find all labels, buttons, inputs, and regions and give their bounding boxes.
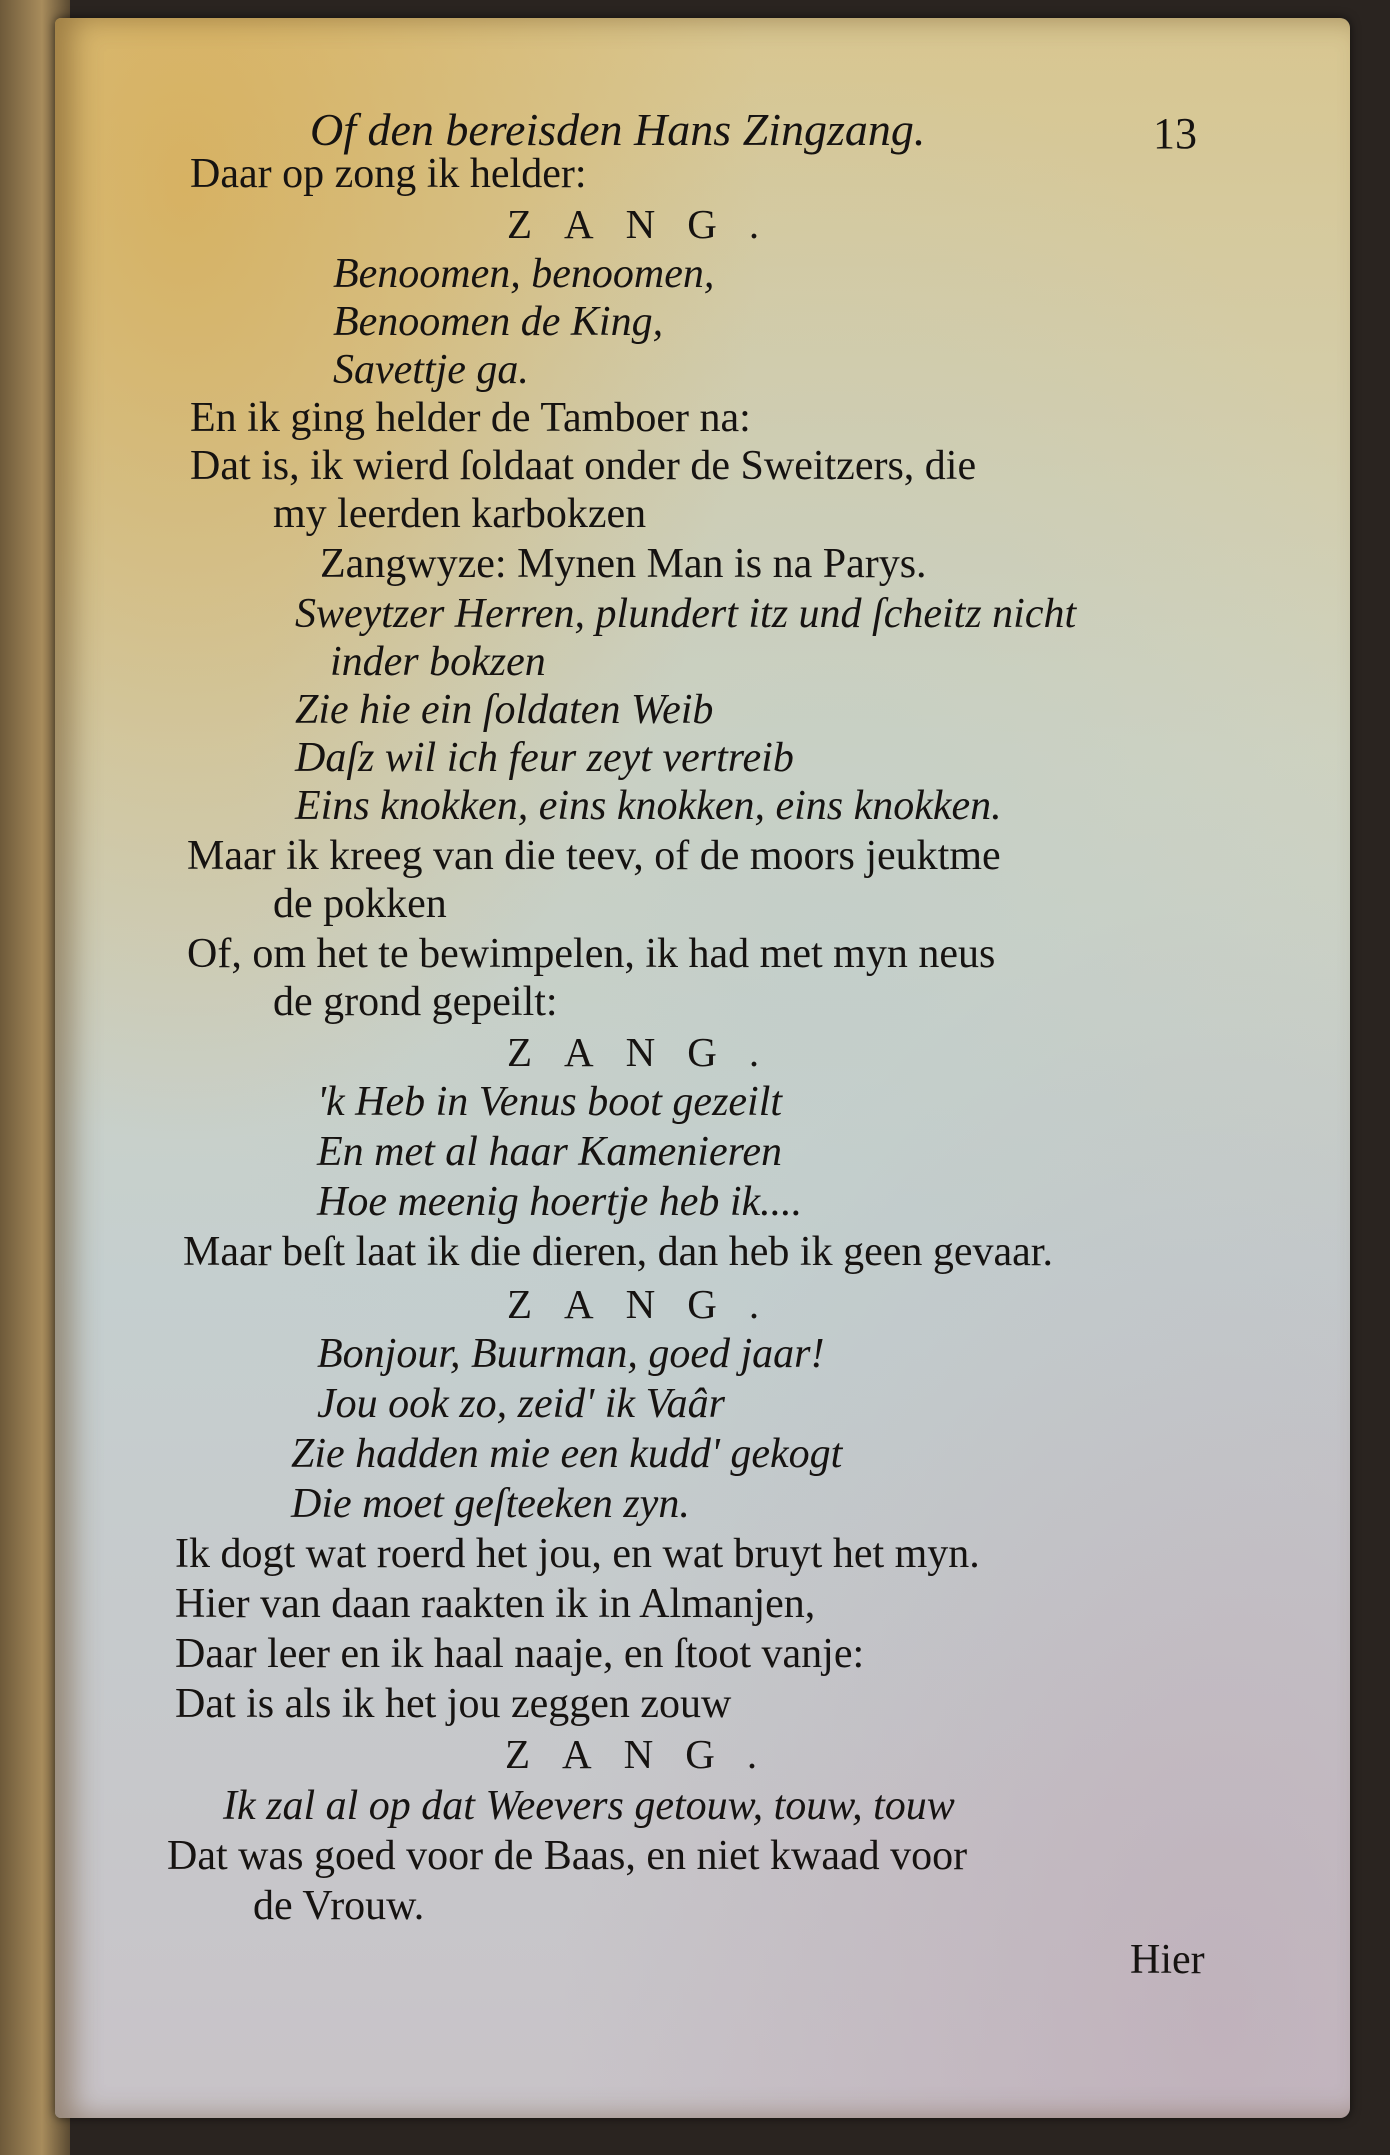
catchword: Hier	[1130, 1937, 1205, 1983]
verse-line: Hoe meenig hoertje heb ik....	[317, 1179, 803, 1225]
text-line: Dat is als ik het jou zeggen zouw	[175, 1681, 732, 1727]
verse-line: Savettje ga.	[333, 347, 529, 393]
text-line: Maar beſt laat ik die dieren, dan heb ik geen gevaar.	[183, 1229, 1053, 1275]
text-line: Ik dogt wat roerd het jou, en wat bruyt het myn.	[175, 1531, 980, 1577]
tune-indication: Zangwyze: Mynen Man is na Parys.	[320, 541, 927, 587]
text-line: Of, om het te bewimpelen, ik had met myn neus	[187, 931, 996, 977]
page-number: 13	[1153, 109, 1197, 158]
verse-line: Zie hadden mie een kudd' gekogt	[291, 1431, 843, 1477]
text-line: de Vrouw.	[253, 1883, 425, 1929]
verse-line: Eins knokken, eins knokken, eins knokken.	[295, 783, 1002, 829]
text-line: de grond gepeilt:	[273, 979, 558, 1025]
song-heading: ZANG.	[507, 1029, 792, 1075]
verse-line: Benoomen, benoomen,	[333, 251, 715, 297]
verse-line: Bonjour, Buurman, goed jaar!	[317, 1331, 825, 1377]
text-line: de pokken	[273, 881, 447, 927]
verse-line: Sweytzer Herren, plundert itz und ſcheitz nicht	[295, 591, 1077, 637]
text-line: my leerden karbokzen	[273, 491, 647, 537]
text-line: Maar ik kreeg van die teev, of de moors jeuktme	[187, 833, 1001, 879]
text-line: En ik ging helder de Tamboer na:	[190, 395, 751, 441]
running-head-title: Of den bereisden Hans Zingzang.	[310, 104, 926, 155]
book-page	[55, 18, 1350, 2118]
song-heading: ZANG.	[507, 1281, 792, 1327]
text-line: Dat is, ik wierd ſoldaat onder de Sweitzers, die	[190, 443, 977, 489]
text-line: Dat was goed voor de Baas, en niet kwaad voor	[167, 1833, 968, 1879]
verse-line: Die moet geſteeken zyn.	[291, 1481, 690, 1527]
text-line: Hier van daan raakten ik in Almanjen,	[175, 1581, 816, 1627]
verse-line: Jou ook zo, zeid' ik Vaâr	[317, 1381, 725, 1427]
song-heading: ZANG.	[505, 1731, 790, 1777]
text-line: Daar leer en ik haal naaje, en ſtoot vanje:	[175, 1631, 865, 1677]
song-heading: ZANG.	[507, 201, 792, 247]
verse-line: Benoomen de King,	[333, 299, 664, 345]
verse-line: inder bokzen	[330, 639, 546, 685]
verse-line: En met al haar Kamenieren	[317, 1129, 783, 1175]
text-line: Daar op zong ik helder:	[190, 151, 587, 197]
verse-line: Daſz wil ich feur zeyt vertreib	[295, 735, 794, 781]
verse-line: Zie hie ein ſoldaten Weib	[295, 687, 714, 733]
verse-line: 'k Heb in Venus boot gezeilt	[317, 1079, 783, 1125]
verse-line: Ik zal al op dat Weevers getouw, touw, touw	[223, 1783, 955, 1829]
